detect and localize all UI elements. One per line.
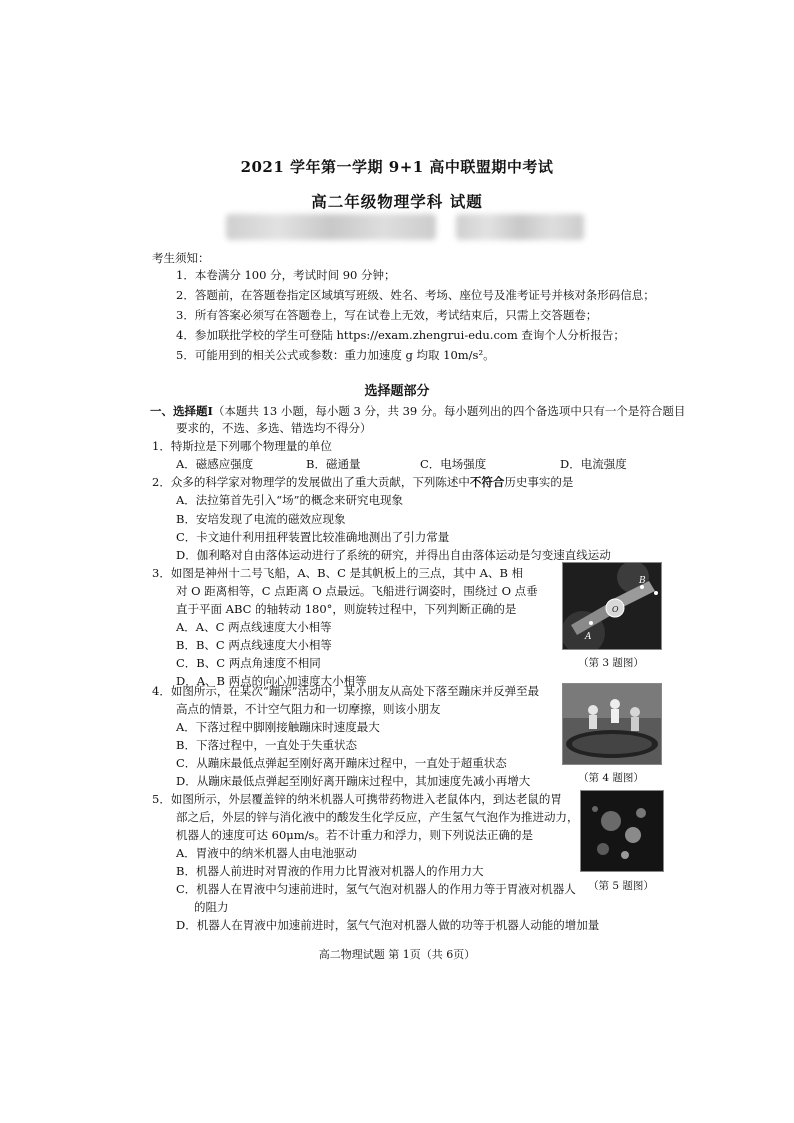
q5-stem-line: 机器人的速度可达 60μm/s。若不计重力和浮力，则下列说法正确的是 [176,828,533,842]
q4-stem-line: 高点的情景，不计空气阻力和一切摩擦，则该小朋友 [176,702,441,716]
q4-trampoline-image [562,683,662,765]
q5-stem-line: 5．如图所示，外层覆盖锌的纳米机器人可携带药物进入老鼠体内，到达老鼠的胃 [152,792,562,806]
q3-stem-line: 3．如图是神州十二号飞船，A、B、C 是其帆板上的三点，其中 A、B 相 [152,566,524,580]
q5-option-d: D．机器人在胃液中加速前进时，氢气气泡对机器人做的功等于机器人动能的增加量 [176,918,600,932]
part1-desc-cont: 要求的，不选、多选、错选均不得分） [176,421,372,435]
q1-option-b: B．磁通量 [306,457,361,471]
q5-nanorobot-image [580,790,664,872]
q2-stem-part: 历史事实的是 [504,475,574,489]
exam-subtitle: 高二年级物理学科 试题 [311,192,483,211]
q3-label-o: O [612,605,619,614]
q4-option-b: B．下落过程中，一直处于失重状态 [176,738,357,752]
q5-nanorobot-illustration [581,791,663,871]
q3-option-b: B．B、C 两点线速度大小相等 [176,638,332,652]
q1-option-c: C．电场强度 [420,457,487,471]
q1-option-d: D．电流强度 [560,457,627,471]
exam-title: 2021 学年第一学期 9+1 高中联盟期中考试 [240,158,554,176]
redacted-region [456,214,584,240]
q3-stem-line: 对 O 距离相等，C 点距离 O 点最远。飞船进行调姿时，围绕过 O 点垂 [176,584,538,598]
part1-label: 一、选择题Ⅰ [150,404,213,418]
redacted-region [226,214,436,240]
notice-item: 1．本卷满分 100 分，考试时间 90 分钟； [176,268,396,282]
section-title: 选择题部分 [364,384,430,399]
q2-stem [152,474,573,490]
q3-caption: （第 3 题图） [578,657,644,669]
notice-item: 2．答题前，在答题卷指定区域填写班级、姓名、考场、座位号及准考证号并核对条形码信息； [176,288,655,302]
notice-item: 3．所有答案必须写在答题卷上，写在试卷上无效，考试结束后，只需上交答题卷； [176,308,598,322]
q2-stem-part: 2．众多的科学家对物理学的发展做出了重大贡献，下列陈述中 [152,475,470,489]
notice-heading: 考生须知： [152,251,210,265]
q5-option-c: C．机器人在胃液中匀速前进时，氢气气泡对机器人的作用力等于胃液对机器人 [176,882,576,896]
q4-option-a: A．下落过程中脚刚接触蹦床时速度最大 [176,720,380,734]
q3-option-d: D．A、B 两点的向心加速度大小相等 [176,674,367,688]
q5-caption: （第 5 题图） [588,880,654,892]
part1-desc: （本题共 13 小题，每小题 3 分，共 39 分。每小题列出的四个备选项中只有一个是符合题目 [212,404,686,418]
part1-heading [150,403,685,419]
q2-option-d: D．伽利略对自由落体运动进行了系统的研究，并得出自由落体运动是匀变速直线运动 [176,548,611,562]
q3-label-a: A [585,632,592,642]
q5-option-a: A．胃液中的纳米机器人由电池驱动 [176,846,357,860]
q4-option-d: D．从蹦床最低点弹起至刚好离开蹦床过程中，其加速度先减小再增大 [176,774,531,788]
q4-option-c: C．从蹦床最低点弹起至刚好离开蹦床过程中，一直处于超重状态 [176,756,507,770]
page-footer: 高二物理试题 第 1页（共 6页） [318,948,476,961]
q3-stem-line: 直于平面 ABC 的轴转动 180°，则旋转过程中，下列判断正确的是 [176,602,517,616]
q5-stem-line: 部之后，外层的锌与消化液中的酸发生化学反应，产生氢气气泡作为推进动力， [176,810,579,824]
q2-stem-emphasis: 不符合 [469,475,505,489]
q1-stem: 1．特斯拉是下列哪个物理量的单位 [152,439,332,453]
q3-option-a: A．A、C 两点线速度大小相等 [176,620,332,634]
q1-option-a: A．磁感应强度 [176,457,254,471]
q4-trampoline-illustration [563,684,661,764]
q3-spacecraft-illustration [563,563,661,649]
q4-stem-line: 4．如图所示，在某次“蹦床”活动中，某小朋友从高处下落至蹦床并反弹至最 [152,684,540,698]
q4-caption: （第 4 题图） [578,772,644,784]
q5-option-b: B．机器人前进时对胃液的作用力比胃液对机器人的作用力大 [176,864,484,878]
q3-label-b: B [639,576,646,586]
notice-item: 4．参加联批学校的学生可登陆 https://exam.zhengrui-edu.com 查询个人分析报告； [176,328,625,342]
notice-item: 5．可能用到的相关公式或参数：重力加速度 g 均取 10m/s²。 [176,348,495,362]
q2-option-a: A．法拉第首先引入“场”的概念来研究电现象 [176,493,404,507]
q5-option-c-cont: 的阻力 [194,900,229,914]
q3-spacecraft-image [562,562,662,650]
q3-option-c: C．B、C 两点角速度不相同 [176,656,321,670]
q2-option-c: C．卡文迪什利用扭秤装置比较准确地测出了引力常量 [176,530,450,544]
q2-option-b: B．安培发现了电流的磁效应现象 [176,512,346,526]
